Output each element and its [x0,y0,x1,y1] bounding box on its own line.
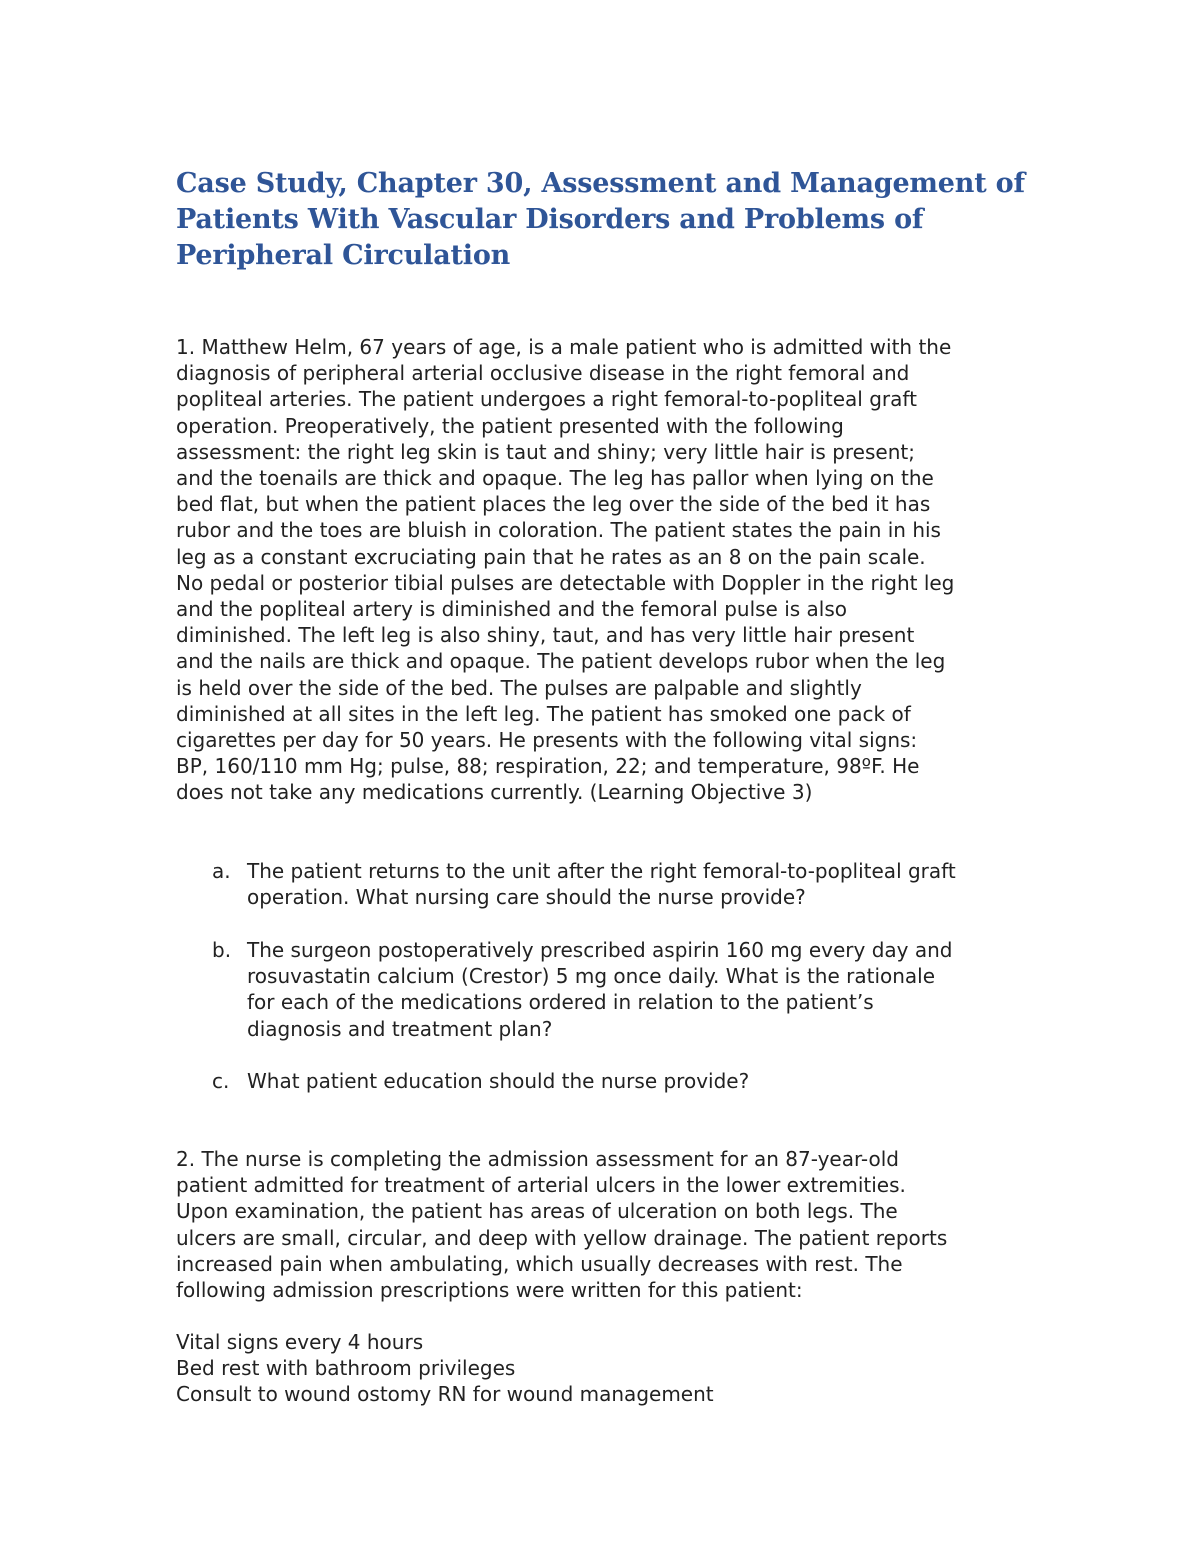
text-line: increased pain when ambulating, which usually decreases with rest. The [176,1251,903,1276]
text-line: and the nails are thick and opaque. The patient develops rubor when the leg [176,649,946,674]
document-title [176,166,1076,274]
title-line: Patients With Vascular Disorders and Problems of [176,204,924,235]
text-line: and the popliteal artery is diminished and the femoral pulse is also [176,597,848,622]
prescription-item: Consult to wound ostomy RN for wound management [176,1382,714,1407]
text-line: leg as a constant excruciating pain that he rates as an 8 on the pain scale. [176,544,926,569]
question-text [247,858,956,910]
text-line: following admission prescriptions were written for this patient: [176,1278,803,1303]
text-line: Upon examination, the patient has areas of ulceration on both legs. The [176,1199,898,1224]
list-marker: b. [212,938,232,962]
text-line: diagnosis and treatment plan? [247,1016,553,1041]
text-line: rubor and the toes are bluish in coloration. The patient states the pain in his [176,518,941,543]
title-line: Peripheral Circulation [176,240,511,271]
text-line: popliteal arteries. The patient undergoes a right femoral-to-popliteal graft [176,387,917,412]
text-line: The patient returns to the unit after the right femoral-to-popliteal graft [247,859,956,883]
text-line: What patient education should the nurse provide? [247,1069,750,1093]
text-line: diminished. The left leg is also shiny, taut, and has very little hair present [176,623,915,648]
text-line: cigarettes per day for 50 years. He presents with the following vital signs: [176,728,918,753]
case-study-2-paragraph [176,1146,947,1303]
prescription-item: Vital signs every 4 hours [176,1330,424,1354]
text-line: patient admitted for treatment of arterial ulcers in the lower extremities. [176,1173,906,1198]
text-line: operation. Preoperatively, the patient presented with the following [176,413,844,438]
text-line: assessment: the right leg skin is taut and shiny; very little hair is present; [176,439,915,464]
list-marker: a. [212,859,231,883]
text-line: bed flat, but when the patient places the leg over the side of the bed it has [176,492,931,517]
text-line: diminished at all sites in the left leg. The patient has smoked one pack of [176,701,911,726]
text-line: and the toenails are thick and opaque. The leg has pallor when lying on the [176,466,934,491]
text-line: 2. The nurse is completing the admission assessment for an 87-year-old [176,1147,899,1171]
list-marker: c. [212,1069,230,1093]
text-line: does not take any medications currently. (Learning Objective 3) [176,780,813,805]
case-study-1-paragraph [176,334,954,806]
text-line: ulcers are small, circular, and deep with yellow drainage. The patient reports [176,1225,948,1250]
text-line: BP, 160/110 mm Hg; pulse, 88; respiration, 22; and temperature, 98ºF. He [176,754,920,779]
text-line: 1. Matthew Helm, 67 years of age, is a male patient who is admitted with the [176,335,952,359]
question-text [247,937,952,1042]
prescription-list [176,1329,714,1408]
text-line: No pedal or posterior tibial pulses are detectable with Doppler in the right leg [176,570,955,595]
text-line: is held over the side of the bed. The pulses are palpable and slightly [176,675,862,700]
text-line: rosuvastatin calcium (Crestor) 5 mg once daily. What is the rationale [247,964,936,989]
prescription-item: Bed rest with bathroom privileges [176,1356,516,1381]
text-line: diagnosis of peripheral arterial occlusive disease in the right femoral and [176,361,910,386]
question-text [247,1068,749,1094]
text-line: for each of the medications ordered in relation to the patient’s [247,990,874,1015]
text-line: The surgeon postoperatively prescribed aspirin 160 mg every day and [247,938,953,962]
text-line: operation. What nursing care should the nurse provide? [247,885,806,910]
title-line: Case Study, Chapter 30, Assessment and Management of [176,168,1025,199]
